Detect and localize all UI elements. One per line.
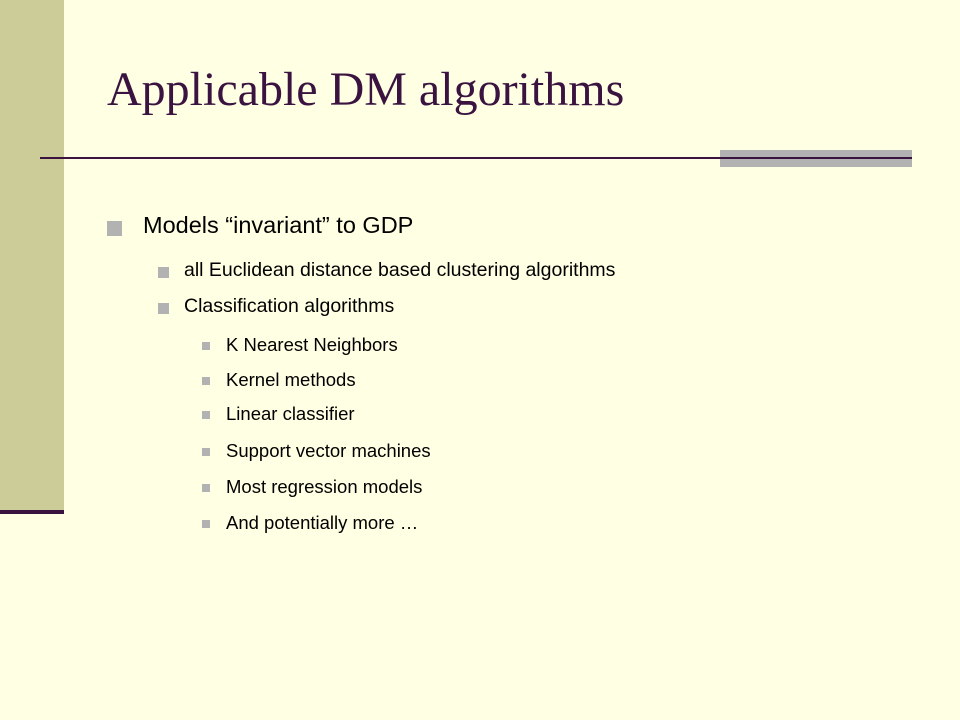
square-bullet-icon (107, 221, 122, 236)
bullet-text: all Euclidean distance based clustering algorithms (184, 259, 616, 281)
bullet-text: And potentially more … (226, 512, 419, 533)
square-bullet-icon (158, 267, 169, 278)
bullet-text: K Nearest Neighbors (226, 334, 398, 355)
sidebar-decoration (0, 0, 64, 510)
bullet-text: Models “invariant” to GDP (143, 212, 414, 238)
square-bullet-icon (202, 377, 210, 385)
square-bullet-icon (202, 411, 210, 419)
square-bullet-icon (202, 342, 210, 350)
sidebar-underline (0, 510, 64, 514)
square-bullet-icon (202, 448, 210, 456)
square-bullet-icon (202, 520, 210, 528)
slide-title: Applicable DM algorithms (107, 63, 625, 116)
square-bullet-icon (158, 303, 169, 314)
bullet-text: Linear classifier (226, 403, 355, 424)
bullet-text: Classification algorithms (184, 295, 395, 317)
square-bullet-icon (202, 484, 210, 492)
title-accent-line (720, 157, 912, 159)
bullet-text: Kernel methods (226, 369, 356, 390)
bullet-text: Most regression models (226, 476, 423, 497)
bullet-text: Support vector machines (226, 440, 431, 461)
